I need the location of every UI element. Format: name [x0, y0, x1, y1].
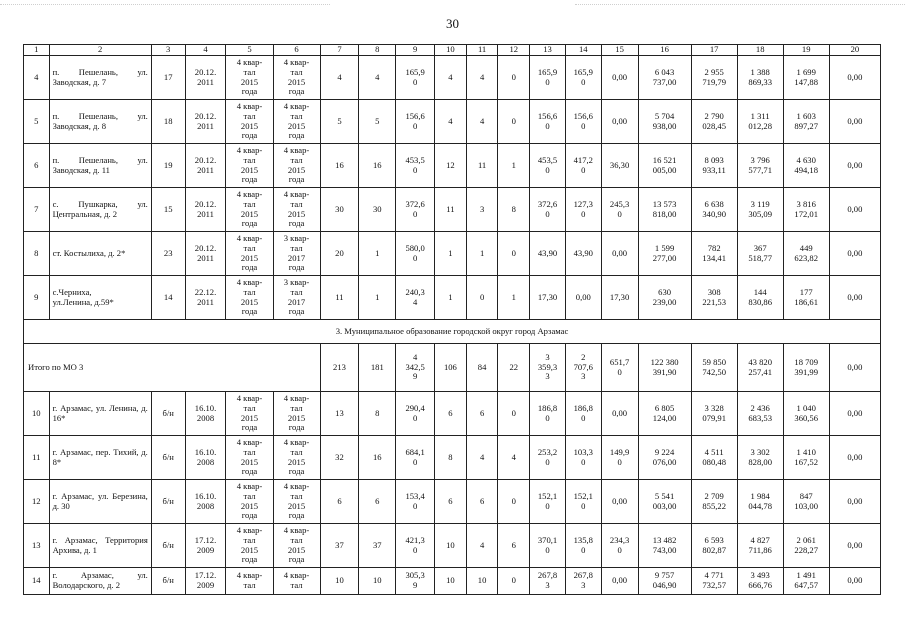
table-cell-col-5: 4 квар- тал 2015 года — [226, 436, 273, 480]
table-cell-col-14: 127,3 0 — [565, 188, 601, 232]
table-cell-col-9: 290,4 0 — [396, 392, 435, 436]
table-cell-col-4: 20.12. 2011 — [185, 100, 226, 144]
table-cell-col-18: 3 796 577,71 — [737, 144, 783, 188]
table-cell-col-19: 3 816 172,01 — [783, 188, 829, 232]
table-cell-col-9: 240,3 4 — [396, 276, 435, 320]
table-row — [24, 56, 881, 100]
table-cell-col-12: 1 — [498, 276, 530, 320]
table-row — [24, 524, 881, 568]
table-cell-col-1: 4 — [24, 56, 50, 100]
table-cell-col-12: 0 — [498, 480, 530, 524]
table-cell-col-7: 16 — [320, 144, 359, 188]
table-cell-col-15: 0,00 — [601, 232, 638, 276]
column-number-14: 14 — [565, 45, 601, 56]
column-number-10: 10 — [435, 45, 467, 56]
table-cell-col-17: 2 709 855,22 — [691, 480, 737, 524]
table-cell-col-10: 12 — [435, 144, 467, 188]
column-number-13: 13 — [530, 45, 566, 56]
top-dotted-rule-left — [0, 4, 330, 5]
column-number-6: 6 — [273, 45, 320, 56]
table-cell-col-14: 152,1 0 — [565, 480, 601, 524]
column-number-18: 18 — [737, 45, 783, 56]
table-cell-col-17: 2 955 719,79 — [691, 56, 737, 100]
table-cell-col-13: 372,6 0 — [530, 188, 566, 232]
table-cell-col-6: 3 квар- тал 2017 года — [273, 276, 320, 320]
table-cell-col-1: 5 — [24, 100, 50, 144]
table-cell-col-7: 32 — [320, 436, 359, 480]
table-cell-col-1: 13 — [24, 524, 50, 568]
table-cell-col-17: 8 093 933,11 — [691, 144, 737, 188]
table-cell-col-13: 186,8 0 — [530, 392, 566, 436]
table-cell-col-5: 4 квар- тал 2015 года — [226, 232, 273, 276]
table-cell-col-13: 43,90 — [530, 232, 566, 276]
column-number-8: 8 — [359, 45, 396, 56]
table-cell-col-10: 6 — [435, 392, 467, 436]
table-cell-col-15: 17,30 — [601, 276, 638, 320]
column-number-4: 4 — [185, 45, 226, 56]
table-cell-col-20: 0,00 — [829, 232, 880, 276]
table-cell-col-10: 4 — [435, 100, 467, 144]
table-cell-col-1: 7 — [24, 188, 50, 232]
table-cell-col-10: 11 — [435, 188, 467, 232]
table-row — [24, 436, 881, 480]
table-cell-col-4: 16.10. 2008 — [185, 392, 226, 436]
column-number-7: 7 — [320, 45, 359, 56]
table-cell-col-14: 156,6 0 — [565, 100, 601, 144]
table-cell-col-3: 14 — [151, 276, 185, 320]
table-cell-col-11: 6 — [466, 480, 498, 524]
column-number-3: 3 — [151, 45, 185, 56]
table-cell-col-6: 4 квар- тал 2015 года — [273, 100, 320, 144]
table-cell-col-17: 4 771 732,57 — [691, 568, 737, 595]
table-cell-col-18: 367 518,77 — [737, 232, 783, 276]
table-cell-col-12: 0 — [498, 100, 530, 144]
table-row — [24, 276, 881, 320]
table-cell-col-13: 267,8 3 — [530, 568, 566, 595]
total-cell-col-11: 84 — [466, 344, 498, 392]
table-cell-col-4: 17.12. 2009 — [185, 568, 226, 595]
table-cell-col-1: 8 — [24, 232, 50, 276]
table-cell-col-14: 43,90 — [565, 232, 601, 276]
address-cell: г. Арзамас, ул. Ленина, д. 16* — [49, 392, 151, 436]
table-cell-col-4: 16.10. 2008 — [185, 436, 226, 480]
table-cell-col-6: 4 квар- тал 2015 года — [273, 144, 320, 188]
table-cell-col-14: 135,8 0 — [565, 524, 601, 568]
total-cell-col-7: 213 — [320, 344, 359, 392]
table-cell-col-15: 0,00 — [601, 568, 638, 595]
table-cell-col-17: 782 134,41 — [691, 232, 737, 276]
table-cell-col-12: 8 — [498, 188, 530, 232]
table-cell-col-11: 10 — [466, 568, 498, 595]
section-header-row — [24, 320, 881, 344]
table-cell-col-16: 630 239,00 — [638, 276, 691, 320]
table-cell-col-4: 20.12. 2011 — [185, 56, 226, 100]
table-cell-col-4: 16.10. 2008 — [185, 480, 226, 524]
table-cell-col-16: 13 573 818,00 — [638, 188, 691, 232]
table-cell-col-17: 3 328 079,91 — [691, 392, 737, 436]
table-cell-col-6: 4 квар- тал 2015 года — [273, 56, 320, 100]
table-cell-col-10: 6 — [435, 480, 467, 524]
total-cell-col-10: 106 — [435, 344, 467, 392]
table-cell-col-6: 4 квар- тал 2015 года — [273, 524, 320, 568]
table-cell-col-18: 3 119 305,09 — [737, 188, 783, 232]
table-cell-col-3: 15 — [151, 188, 185, 232]
table-cell-col-9: 305,3 9 — [396, 568, 435, 595]
table-cell-col-14: 103,3 0 — [565, 436, 601, 480]
table-cell-col-15: 36,30 — [601, 144, 638, 188]
table-cell-col-5: 4 квар- тал 2015 года — [226, 480, 273, 524]
table-cell-col-15: 0,00 — [601, 100, 638, 144]
total-cell-col-15: 651,7 0 — [601, 344, 638, 392]
table-cell-col-3: 19 — [151, 144, 185, 188]
table-cell-col-3: б/н — [151, 568, 185, 595]
table-cell-col-16: 6 805 124,00 — [638, 392, 691, 436]
table-cell-col-7: 13 — [320, 392, 359, 436]
table-cell-col-6: 4 квар- тал 2015 года — [273, 392, 320, 436]
table-cell-col-11: 4 — [466, 436, 498, 480]
address-cell: г. Арзамас, пер. Тихий, д. 8* — [49, 436, 151, 480]
table-cell-col-16: 6 043 737,00 — [638, 56, 691, 100]
table-row — [24, 232, 881, 276]
table-cell-col-7: 37 — [320, 524, 359, 568]
table-cell-col-4: 22.12. 2011 — [185, 276, 226, 320]
table-cell-col-16: 1 599 277,00 — [638, 232, 691, 276]
table-cell-col-19: 4 630 494,18 — [783, 144, 829, 188]
table-cell-col-15: 0,00 — [601, 392, 638, 436]
table-cell-col-9: 684,1 0 — [396, 436, 435, 480]
table-cell-col-9: 156,6 0 — [396, 100, 435, 144]
table-cell-col-5: 4 квар- тал 2015 года — [226, 56, 273, 100]
table-cell-col-11: 6 — [466, 392, 498, 436]
table-cell-col-14: 417,2 0 — [565, 144, 601, 188]
table-cell-col-17: 6 638 340,90 — [691, 188, 737, 232]
table-cell-col-10: 10 — [435, 568, 467, 595]
table-cell-col-7: 20 — [320, 232, 359, 276]
table-cell-col-9: 580,0 0 — [396, 232, 435, 276]
table-cell-col-17: 308 221,53 — [691, 276, 737, 320]
table-cell-col-7: 6 — [320, 480, 359, 524]
total-cell-col-16: 122 380 391,90 — [638, 344, 691, 392]
table-cell-col-13: 156,6 0 — [530, 100, 566, 144]
table-cell-col-6: 3 квар- тал 2017 года — [273, 232, 320, 276]
table-cell-col-20: 0,00 — [829, 436, 880, 480]
table-cell-col-4: 20.12. 2011 — [185, 144, 226, 188]
table-cell-col-19: 449 623,82 — [783, 232, 829, 276]
table-cell-col-15: 0,00 — [601, 480, 638, 524]
table-cell-col-20: 0,00 — [829, 480, 880, 524]
total-cell-col-9: 4 342,5 9 — [396, 344, 435, 392]
table-cell-col-7: 11 — [320, 276, 359, 320]
table-cell-col-20: 0,00 — [829, 188, 880, 232]
table-cell-col-18: 4 827 711,86 — [737, 524, 783, 568]
table-cell-col-3: б/н — [151, 524, 185, 568]
table-cell-col-14: 165,9 0 — [565, 56, 601, 100]
address-cell: г. Арзамас, ул. Березина, д. 30 — [49, 480, 151, 524]
table-cell-col-4: 17.12. 2009 — [185, 524, 226, 568]
table-cell-col-16: 9 224 076,00 — [638, 436, 691, 480]
table-cell-col-16: 13 482 743,00 — [638, 524, 691, 568]
table-cell-col-11: 1 — [466, 232, 498, 276]
table-cell-col-20: 0,00 — [829, 568, 880, 595]
table-cell-col-7: 30 — [320, 188, 359, 232]
table-cell-col-1: 9 — [24, 276, 50, 320]
table-cell-col-1: 10 — [24, 392, 50, 436]
column-number-12: 12 — [498, 45, 530, 56]
table-cell-col-18: 3 302 828,00 — [737, 436, 783, 480]
table-cell-col-15: 149,9 0 — [601, 436, 638, 480]
address-cell: п. Пешелань, ул. Заводская, д. 7 — [49, 56, 151, 100]
housing-program-table — [23, 44, 881, 595]
table-cell-col-19: 177 186,61 — [783, 276, 829, 320]
table-cell-col-19: 1 491 647,57 — [783, 568, 829, 595]
table-cell-col-16: 5 704 938,00 — [638, 100, 691, 144]
table-cell-col-19: 2 061 228,27 — [783, 524, 829, 568]
table-cell-col-10: 8 — [435, 436, 467, 480]
table-cell-col-16: 5 541 003,00 — [638, 480, 691, 524]
table-cell-col-12: 0 — [498, 568, 530, 595]
total-cell-col-18: 43 820 257,41 — [737, 344, 783, 392]
table-cell-col-19: 1 410 167,52 — [783, 436, 829, 480]
table-cell-col-5: 4 квар- тал 2015 года — [226, 392, 273, 436]
column-number-9: 9 — [396, 45, 435, 56]
table-cell-col-17: 4 511 080,48 — [691, 436, 737, 480]
table-row — [24, 188, 881, 232]
table-cell-col-8: 30 — [359, 188, 396, 232]
table-cell-col-19: 1 699 147,88 — [783, 56, 829, 100]
address-cell: п. Пешелань, ул. Заводская, д. 11 — [49, 144, 151, 188]
table-cell-col-20: 0,00 — [829, 276, 880, 320]
address-cell: ст. Костылиха, д. 2* — [49, 232, 151, 276]
table-cell-col-1: 11 — [24, 436, 50, 480]
table-cell-col-8: 16 — [359, 144, 396, 188]
table-cell-col-6: 4 квар- тал 2015 года — [273, 436, 320, 480]
table-cell-col-6: 4 квар- тал 2015 года — [273, 480, 320, 524]
table-cell-col-9: 421,3 0 — [396, 524, 435, 568]
table-cell-col-13: 152,1 0 — [530, 480, 566, 524]
table-cell-col-17: 6 593 802,87 — [691, 524, 737, 568]
total-cell-col-17: 59 850 742,50 — [691, 344, 737, 392]
table-cell-col-17: 2 790 028,45 — [691, 100, 737, 144]
table-cell-col-3: б/н — [151, 392, 185, 436]
table-cell-col-16: 16 521 005,00 — [638, 144, 691, 188]
section-title: 3. Муниципальное образование городской округ город Арзамас — [24, 320, 881, 344]
table-cell-col-10: 10 — [435, 524, 467, 568]
table-cell-col-18: 3 493 666,76 — [737, 568, 783, 595]
table-cell-col-6: 4 квар- тал 2015 года — [273, 188, 320, 232]
table-row — [24, 392, 881, 436]
table-cell-col-18: 144 830,86 — [737, 276, 783, 320]
table-cell-col-12: 0 — [498, 56, 530, 100]
table-cell-col-12: 1 — [498, 144, 530, 188]
table-cell-col-8: 6 — [359, 480, 396, 524]
table-cell-col-18: 1 388 869,33 — [737, 56, 783, 100]
address-cell: г. Арзамас, Территория Архива, д. 1 — [49, 524, 151, 568]
table-cell-col-16: 9 757 046,90 — [638, 568, 691, 595]
table-row — [24, 568, 881, 595]
total-cell-col-13: 3 359,3 3 — [530, 344, 566, 392]
table-cell-col-11: 4 — [466, 100, 498, 144]
table-cell-col-20: 0,00 — [829, 56, 880, 100]
total-cell-col-14: 2 707,6 3 — [565, 344, 601, 392]
column-number-20: 20 — [829, 45, 880, 56]
address-cell: с. Пушкарка, ул. Центральная, д. 2 — [49, 188, 151, 232]
table-cell-col-11: 0 — [466, 276, 498, 320]
total-cell-col-8: 181 — [359, 344, 396, 392]
table-cell-col-8: 8 — [359, 392, 396, 436]
address-cell: п. Пешелань, ул. Заводская, д. 8 — [49, 100, 151, 144]
table-cell-col-3: 17 — [151, 56, 185, 100]
table-cell-col-20: 0,00 — [829, 100, 880, 144]
table-cell-col-15: 234,3 0 — [601, 524, 638, 568]
table-cell-col-14: 267,8 3 — [565, 568, 601, 595]
total-cell-col-20: 0,00 — [829, 344, 880, 392]
column-number-15: 15 — [601, 45, 638, 56]
table-cell-col-1: 12 — [24, 480, 50, 524]
table-cell-col-18: 1 311 012,28 — [737, 100, 783, 144]
table-row — [24, 144, 881, 188]
table-cell-col-1: 6 — [24, 144, 50, 188]
total-row — [24, 344, 881, 392]
table-cell-col-10: 1 — [435, 232, 467, 276]
column-number-19: 19 — [783, 45, 829, 56]
table-cell-col-15: 0,00 — [601, 56, 638, 100]
total-cell-col-19: 18 709 391,99 — [783, 344, 829, 392]
table-cell-col-8: 16 — [359, 436, 396, 480]
table-cell-col-20: 0,00 — [829, 392, 880, 436]
table-cell-col-19: 1 040 360,56 — [783, 392, 829, 436]
table-cell-col-8: 4 — [359, 56, 396, 100]
table-cell-col-1: 14 — [24, 568, 50, 595]
table-cell-col-12: 4 — [498, 436, 530, 480]
column-number-16: 16 — [638, 45, 691, 56]
table-cell-col-4: 20.12. 2011 — [185, 188, 226, 232]
table-cell-col-9: 165,9 0 — [396, 56, 435, 100]
table-cell-col-10: 1 — [435, 276, 467, 320]
table-cell-col-13: 370,1 0 — [530, 524, 566, 568]
table-cell-col-4: 20.12. 2011 — [185, 232, 226, 276]
table-cell-col-10: 4 — [435, 56, 467, 100]
table-cell-col-3: б/н — [151, 480, 185, 524]
table-cell-col-5: 4 квар- тал 2015 года — [226, 276, 273, 320]
table-cell-col-5: 4 квар- тал 2015 года — [226, 524, 273, 568]
top-dotted-rule-right — [575, 4, 905, 5]
table-cell-col-19: 847 103,00 — [783, 480, 829, 524]
table-cell-col-13: 453,5 0 — [530, 144, 566, 188]
column-number-5: 5 — [226, 45, 273, 56]
table-cell-col-7: 5 — [320, 100, 359, 144]
table-cell-col-14: 186,8 0 — [565, 392, 601, 436]
table-cell-col-11: 4 — [466, 56, 498, 100]
table-cell-col-8: 10 — [359, 568, 396, 595]
table-cell-col-18: 1 984 044,78 — [737, 480, 783, 524]
table-cell-col-11: 3 — [466, 188, 498, 232]
table-cell-col-6: 4 квар- тал — [273, 568, 320, 595]
table-row — [24, 480, 881, 524]
table-cell-col-8: 1 — [359, 276, 396, 320]
table-cell-col-9: 372,6 0 — [396, 188, 435, 232]
table-cell-col-19: 1 603 897,27 — [783, 100, 829, 144]
table-cell-col-5: 4 квар- тал 2015 года — [226, 100, 273, 144]
column-number-17: 17 — [691, 45, 737, 56]
total-cell-col-12: 22 — [498, 344, 530, 392]
table-cell-col-12: 0 — [498, 232, 530, 276]
column-number-11: 11 — [466, 45, 498, 56]
table-cell-col-13: 17,30 — [530, 276, 566, 320]
table-cell-col-7: 10 — [320, 568, 359, 595]
table-cell-col-13: 165,9 0 — [530, 56, 566, 100]
table-cell-col-7: 4 — [320, 56, 359, 100]
table-cell-col-5: 4 квар- тал 2015 года — [226, 144, 273, 188]
column-number-row — [24, 45, 881, 56]
table-cell-col-12: 0 — [498, 392, 530, 436]
table-cell-col-20: 0,00 — [829, 144, 880, 188]
table-cell-col-15: 245,3 0 — [601, 188, 638, 232]
table-cell-col-8: 37 — [359, 524, 396, 568]
table-cell-col-8: 1 — [359, 232, 396, 276]
table-cell-col-5: 4 квар- тал — [226, 568, 273, 595]
address-cell: с.Черниха, ул.Ленина, д.59* — [49, 276, 151, 320]
table-cell-col-8: 5 — [359, 100, 396, 144]
table-cell-col-20: 0,00 — [829, 524, 880, 568]
table-cell-col-11: 4 — [466, 524, 498, 568]
table-cell-col-5: 4 квар- тал 2015 года — [226, 188, 273, 232]
total-label: Итого по МО 3 — [24, 344, 321, 392]
table-cell-col-11: 11 — [466, 144, 498, 188]
address-cell: г. Арзамас, ул. Володарского, д. 2 — [49, 568, 151, 595]
table-cell-col-12: 6 — [498, 524, 530, 568]
table-cell-col-18: 2 436 683,53 — [737, 392, 783, 436]
table-row — [24, 100, 881, 144]
column-number-2: 2 — [49, 45, 151, 56]
table-cell-col-3: 23 — [151, 232, 185, 276]
table-cell-col-3: б/н — [151, 436, 185, 480]
page-number: 30 — [446, 16, 459, 31]
table-cell-col-9: 453,5 0 — [396, 144, 435, 188]
table-cell-col-3: 18 — [151, 100, 185, 144]
column-number-1: 1 — [24, 45, 50, 56]
table-cell-col-9: 153,4 0 — [396, 480, 435, 524]
table-cell-col-13: 253,2 0 — [530, 436, 566, 480]
table-cell-col-14: 0,00 — [565, 276, 601, 320]
